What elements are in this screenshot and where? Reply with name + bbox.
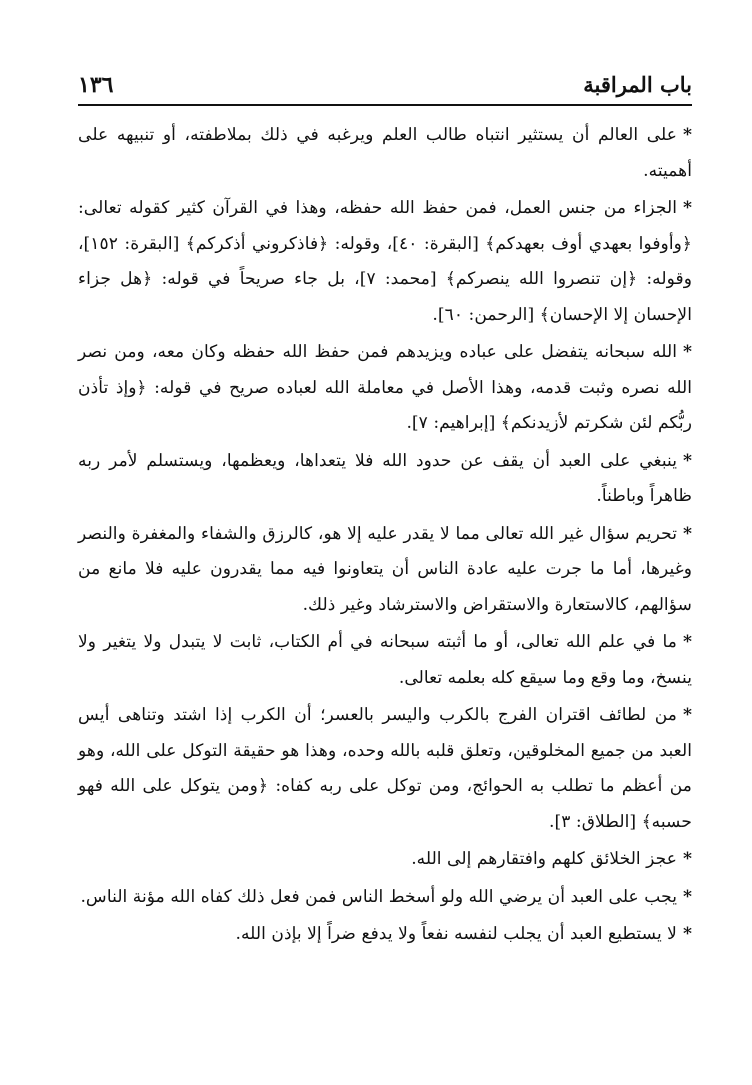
- bullet-star-icon: *: [683, 342, 692, 362]
- page-header: [78, 72, 692, 106]
- chapter-title: باب المراقبة: [583, 72, 692, 97]
- paragraph: [78, 880, 692, 916]
- paragraph: [78, 698, 692, 840]
- bullet-star-icon: *: [683, 886, 692, 907]
- bullet-star-icon: *: [683, 705, 692, 725]
- bullet-star-icon: *: [683, 450, 692, 471]
- paragraph-text: الله سبحانه يتفضل على عباده ويزيدهم فمن حفظ الله حفظه وكان معه، ومن نصر الله نصره وثبت قدمه، وهذا الأصل في معاملة الله لعباده صريح في قوله: ﴿وإذ تأذن ربُّكم لئن شكرتم لأزيدنكم﴾ [إبراهيم: ٧].: [78, 342, 692, 433]
- page-body: [78, 118, 692, 953]
- paragraph-text: من لطائف اقتران الفرج بالكرب واليسر بالعسر؛ أن الكرب إذا اشتد وتناهى أيس العبد من جميع المخلوقين، وتعلق قلبه بالله وحده، وهذا هو حقيقة التوكل على الله، وهو من أعظم ما تطلب به الحوائج، ومن توكل على ربه كفاه: ﴿ومن يتوكل على الله فهو حسبه﴾ [الطلاق: ٣].: [78, 705, 692, 832]
- paragraph: [78, 625, 692, 696]
- paragraph-text: عجز الخلائق كلهم وافتقارهم إلى الله.: [411, 849, 677, 869]
- bullet-star-icon: *: [683, 632, 692, 652]
- paragraph: [78, 191, 692, 333]
- bullet-star-icon: *: [683, 849, 692, 869]
- paragraph: [78, 517, 692, 624]
- paragraph-text: ينبغي على العبد أن يقف عن حدود الله فلا يتعداها، ويعظمها، ويستسلم لأمر ربه ظاهراً وباطناً.: [78, 450, 692, 506]
- paragraph: [78, 444, 692, 515]
- page-number: ١٣٦: [78, 72, 114, 98]
- bullet-star-icon: *: [683, 523, 692, 544]
- bullet-star-icon: *: [683, 198, 692, 218]
- paragraph-text: ما في علم الله تعالى، أو ما أثبته سبحانه في أم الكتاب، ثابت لا يتبدل ولا يتغير ولا ينسخ، وما وقع وما سيقع كله بعلمه تعالى.: [78, 632, 692, 688]
- paragraph-text: يجب على العبد أن يرضي الله ولو أسخط الناس فمن فعل ذلك كفاه الله مؤنة الناس.: [80, 886, 677, 907]
- paragraph: [78, 118, 692, 189]
- paragraph-text: على العالم أن يستثير انتباه طالب العلم ويرغبه في ذلك بملاطفته، أو تنبيهه على أهميته.: [78, 125, 692, 181]
- paragraph-text: لا يستطيع العبد أن يجلب لنفسه نفعاً ولا يدفع ضراً إلا بإذن الله.: [235, 924, 677, 944]
- bullet-star-icon: *: [683, 125, 692, 145]
- paragraph: [78, 335, 692, 442]
- paragraph: [78, 842, 692, 878]
- paragraph-text: تحريم سؤال غير الله تعالى مما لا يقدر عليه إلا هو، كالرزق والشفاء والمغفرة والنصر وغيرها، أما ما جرت عليه عادة الناس أن يتعاونوا فيه مما يقدرون عليه فلا مانع من سؤالهم، كالاستعارة والاستقراض والاسترشاد وغير ذلك.: [78, 523, 692, 615]
- paragraph: [78, 917, 692, 953]
- bullet-star-icon: *: [683, 924, 692, 944]
- paragraph-text: الجزاء من جنس العمل، فمن حفظ الله حفظه، وهذا في القرآن كثير كقوله تعالى: ﴿وأوفوا بعهدي أوف بعهدكم﴾ [البقرة: ٤٠]، وقوله: ﴿فاذكروني أذكركم﴾ [البقرة: ١٥٢]، وقوله: ﴿إن تنصروا الله ينصركم﴾ [محمد: ٧]، بل جاء صريحاً في قوله: ﴿هل جزاء الإحسان إلا الإحسان﴾ [الرحمن: ٦٠].: [78, 198, 692, 325]
